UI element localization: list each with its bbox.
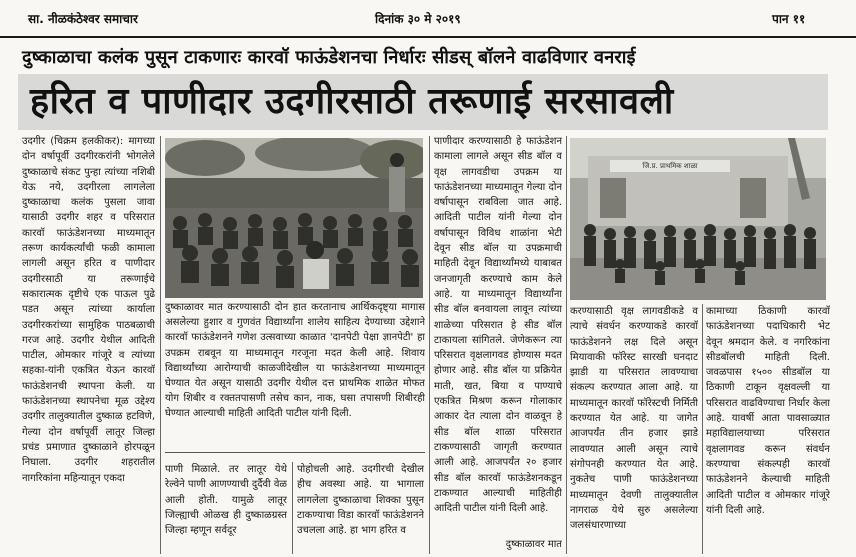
top-rule [0, 36, 856, 38]
school-sign: जि.प्र. प्राथमिक शाळा [642, 162, 698, 170]
masthead-bar [0, 10, 856, 30]
caption-text: दुष्काळावर मात करण्यासाठी दोन हात करतानाच आर्थिकदृष्ट्या मागास असलेल्या हुशार व गुणवंत विद्यार्थ्यांना शालेय साहित्य देण्याच्या उद्देशाने कारवॉ फाऊंडेशनने गणेश उत्सवाच्या काळात 'दानपेटी पेक्षा ज्ञानपेटी' हा उपक्रम राबवून या माध्यमातून गरजूना मदत केली आहे. शिवाय विद्यार्थ्यांच्या आरोग्याची काळजीदेखील या फाऊंडेशनच्या माध्यमातून घेण्यात येत असून यासाठी उदगीर येथील दत्त प्राथमिक शाळेत मोफत योग शिबीर व रक्ततपासणी तसेच कान, नाक, घसा तपासणी शिबीरही घेण्यात आल्याची माहिती आदिती पाटील यांनी दिली. [165, 302, 425, 420]
article-column-6 [706, 304, 830, 554]
column-divider [292, 462, 293, 554]
column-divider [160, 136, 161, 554]
column-divider [429, 136, 430, 554]
article-column-4-tail [434, 537, 562, 555]
main-headline: हरित व पाणीदार उदगीरसाठी तरूणाई सरसावली [18, 74, 828, 130]
page-number: पान ११ [772, 12, 806, 26]
column-4-tail-text: दुष्काळावर मात [505, 539, 562, 550]
kicker-headline: दुष्काळाचा कलंक पुसून टाकणारः कारवॉ फाऊंडेशनचा निर्धारः सीडस् बॉलने वाढविणार वनराई [22, 47, 636, 68]
caption-rule [165, 452, 425, 453]
article-column-2 [165, 462, 287, 554]
children-seated-outdoors-photo [165, 138, 423, 298]
column-2-text: पाणी मिळाले. तर लातूर येथे रेल्वेने पाणी आणण्याची दुर्दैवी वेळ आली होती. यामुळे लातूर जिल्ह्याची ओळख ही दुष्काळग्रस्त जिल्हा म्हणून सर्वदूर [165, 464, 287, 537]
photo-1-illustration [165, 138, 423, 298]
article-column-3 [297, 462, 424, 554]
column-divider [702, 304, 703, 554]
column-5-text: करण्यासाठी वृक्ष लागवडीकडे व त्याचे संवर्धन करण्याकडे कारवॉ फाऊंडेशनने लक्ष दिले असून मियावाकी फॉरेस्ट सारखी घनदाट झाडी या परिसरात लावण्याचा संकल्प करण्यात आला आहे. या माध्यमातून कारवॉ फॉरेस्टची निर्मिती करण्यात येत आहे. या जागेत आजपर्यंत तीन हजार झाडे लावण्यात आली असून त्याचे संगोपनही करण्यात येत आहे. नुकतेच पाणी फाऊंडेशनच्या माध्यमातून देवणी तालुक्यातील नागराळ येथे सुरु असलेल्या जलसंधारणाच्या [570, 306, 698, 532]
photo-caption [165, 300, 425, 448]
column-4-text: पाणीदार करण्यासाठी हे फाऊंडेशन कामाला लागले असून सीड बॉल व वृक्ष लागवडीचा उपक्रम या फाऊंडेशनच्या माध्यमातून गेल्या दोन वर्षापासून राबविला जात आहे. आदिती पाटील यांनी गेल्या दोन वर्षापासून विविध शाळांना भेटी देवून सीड बॉल या उपक्रमाची माहिती देवून विद्यार्थ्यांमध्ये याबाबत जनजागृती करण्याचे काम केले आहे. या माध्यमातून विद्यार्थ्यांना सीड बॉल बनवायला लावून त्यांच्या शाळेच्या परिसरात हे सीड बॉल टाकायला सांगितले. जेणेकरून त्या परिसरात वृक्षलागवड होण्यास मदत होणार आहे. सीड बॉल या प्रक्रियेत माती, खत, बिया व पाण्याचे एकत्रित मिश्रण करून गोलाकार आकार देत त्याला दोन वाळवून हे सीड बॉल शाळा परिसरात टाकण्यासाठी जागृती करण्यात आली आहे. आजपर्यंत २० हजार सीड बॉल कारवॉ फाऊंडेशनकडून टाकण्यात आल्याची माहितीही आदिती पाटील यांनी दिली आहे. [434, 136, 562, 515]
group-in-front-of-school-photo [570, 138, 826, 300]
column-6-text: कामाच्या ठिकाणी कारवॉ फाऊंडेशनच्या पदाधिकारी भेट देवून श्रमदान केले. व नगरिकांना सीडबॉलची माहिती दिली. जवळपास १५०० सीडबॉल या ठिकाणी टाकून वृक्षवल्ली या परिसरात वाढविण्याचा निर्धार केला आहे. यावर्षी आता पावसाळ्यात महाविद्यालयाच्या परिसरात वृक्षलागवड करून संवर्धन करण्याचा संकल्पही कारवॉ फाऊंडेशनने केल्याची माहिती आदिती पाटील व ओमकार गांजूरे यांनी दिली आहे. [706, 306, 830, 516]
issue-date: दिनांक ३० मे २०१९ [375, 12, 461, 26]
column-1-text: उदगीर (चिक्रम हलकीकर): मागच्या दोन वर्षापूर्वी उदगीरकरांनी भोगलेले दुष्काळाचे संकट पुन्हा त्यांच्या नशिबी येऊ नये, उदगीरला लागलेला दुष्काळाचा कलंक पुसला जावा यासाठी उदगीर शहर व परिसरात कारवॉ फाऊंडेशनच्या माध्यमातून तरूण कार्यकर्त्यांची फळी कामाला लागली असून हरित व पाणीदार उदगीरसाठी या तरूणाईचे सकारात्मक दृष्टीचे एक पाऊल पुढे पडत असून त्यांच्या कार्याला उदगीरकरांच्या सामुहिक पाठबळाची गरज आहे. उदगीर येथील आदिती पाटील, ओमकार गांजूरे व त्यांच्या सहका-यांनी एकत्रित येऊन कारवॉ फाऊंडेशनची स्थापना केली. या फाऊंडेशनच्या स्थापनेचा मूळ उद्देश्य उदगीर तालुक्यातील दुष्काळ हटविणे, गेल्या दोन वर्षापूर्वी लातूर जिल्हा प्रचंड प्रमाणात दुष्काळाने होरपळून निघाला. उदगीर शहरातील नागरिकांना महिन्यातून एकदा [22, 136, 155, 484]
article-column-1 [22, 134, 155, 554]
paper-name: सा. नीळकंठेश्वर समाचार [28, 12, 138, 26]
article-column-5 [570, 304, 698, 554]
column-3-text: पोहोचली आहे. उदगीरची देखील हीच अवस्था आहे. या भागाला लागलेला दुष्काळाचा शिक्का पुसून टाकण्याचा विडा कारवॉ फाऊंडेशनने उचलला आहे. हा भाग हरित व [297, 464, 424, 537]
article-column-4 [434, 134, 562, 536]
column-divider [566, 136, 567, 554]
